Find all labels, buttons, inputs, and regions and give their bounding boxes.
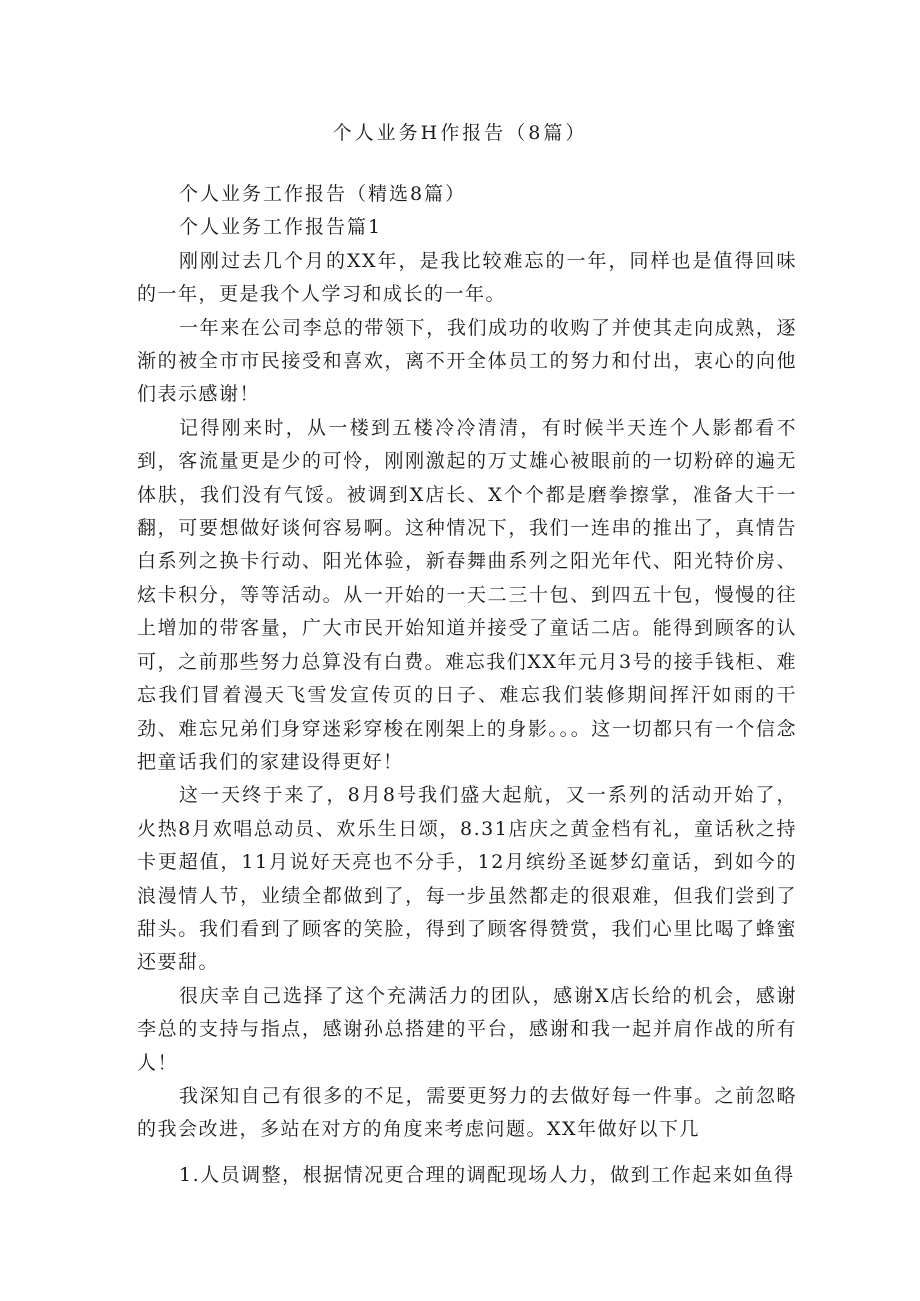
section-heading: 个人业务工作报告篇1 (179, 216, 383, 239)
paragraph-2: 一年来在公司李总的带领下，我们成功的收购了并使其走向成熟，逐渐的被全市市民接受和喜欢，离不开全体员工的努力和付出，衷心的向他们表示感谢！ (137, 316, 797, 406)
document-body (137, 178, 797, 1192)
document-title: 个人业务H作报告（8篇） (332, 122, 588, 144)
paragraph-1: 刚刚过去几个月的XX年，是我比较难忘的一年，同样也是值得回味的一年，更是我个人学习和成长的一年。 (137, 249, 797, 306)
document-subtitle: 个人业务工作报告（精选8篇） (179, 183, 467, 205)
paragraph-6: 我深知自己有很多的不足，需要更努力的去做好每一件事。之前忽略的我会改进，多站在对方的角度来考虑问题。XX年做好以下几 (137, 1084, 797, 1141)
paragraph-5: 很庆幸自己选择了这个充满活力的团队，感谢X店长给的机会，感谢李总的支持与指点，感谢孙总搭建的平台，感谢和我一起并肩作战的所有人！ (137, 984, 797, 1074)
paragraph-gap (137, 1147, 797, 1159)
paragraph-3: 记得刚来时，从一楼到五楼冷冷清清，有时候半天连个人影都看不到，客流量更是少的可怜，刚刚激起的万丈雄心被眼前的一切粉碎的遍无体肤，我们没有气馁。被调到X店长、X个个都是磨拳擦掌，准备大干一翻，可要想做好谈何容易啊。这种情况下，我们一连串的推出了，真情告白系列之换卡行动、阳光体验，新春舞曲系列之阳光年代、阳光特价房、炫卡积分，等等活动。从一开始的一天二三十包、到四五十包，慢慢的往上增加的带客量，广大市民开始知道并接受了童话二店。能得到顾客的认可，之前那些努力总算没有白费。难忘我们XX年元月3号的接手钱柜、难忘我们冒着漫天飞雪发宣传页的日子、难忘我们装修期间挥汗如雨的干劲、难忘兄弟们身穿迷彩穿梭在刚架上的身影。。。这一切都只有一个信念把童话我们的家建设得更好！ (137, 416, 797, 773)
list-item-1: 1.人员调整，根据情况更合理的调配现场人力，做到工作起来如鱼得 (179, 1163, 795, 1186)
paragraph-4: 这一天终于来了，8月8号我们盛大起航，又一系列的活动开始了，火热8月欢唱总动员、欢乐生日颂，8.31店庆之黄金档有礼，童话秋之持卡更超值，11月说好天亮也不分手，12月缤纷圣诞梦幻童话，到如今的浪漫情人节，业绩全都做到了，每一步虽然都走的很艰难，但我们尝到了甜头。我们看到了顾客的笑脸，得到了顾客得赞赏，我们心里比喝了蜂蜜还要甜。 (137, 784, 797, 974)
